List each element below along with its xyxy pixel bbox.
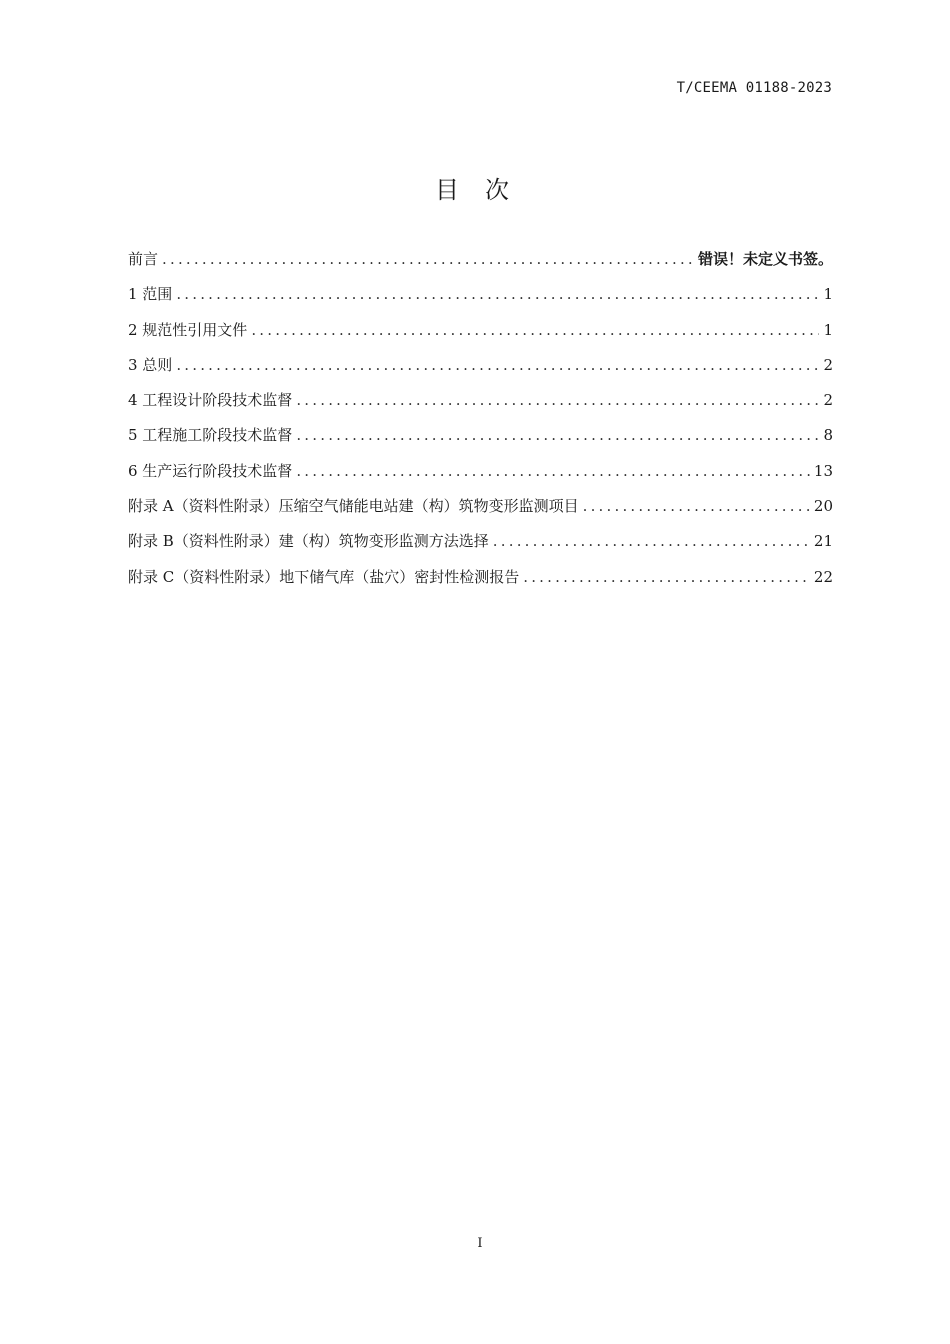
document-code: T/CEEMA 01188-2023 (676, 80, 832, 96)
toc-title: 目次 (435, 176, 535, 204)
toc-leader-dots (296, 426, 819, 444)
toc-entry-page: 1 (823, 320, 833, 339)
toc-entry-design-stage[interactable] (128, 389, 833, 424)
toc-entry-page: 20 (813, 497, 833, 516)
toc-entry-page: 1 (823, 285, 833, 304)
toc-leader-dots (296, 391, 819, 409)
toc-entry-label: 前言 (128, 250, 159, 268)
toc-entry-page: 2 (823, 355, 833, 374)
toc-leader-dots (162, 250, 694, 268)
toc-entry-scope[interactable] (128, 283, 833, 318)
toc-entry-label: 2 规范性引用文件 (128, 320, 248, 339)
toc-leader-dots (583, 497, 810, 515)
toc-leader-dots (523, 568, 810, 586)
toc-entry-operation-stage[interactable] (128, 460, 833, 495)
toc-entry-label: 附录 C（资料性附录）地下储气库（盐穴）密封性检测报告 (128, 567, 520, 586)
toc-entry-label: 1 范围 (128, 285, 173, 304)
toc-entry-construction-stage[interactable] (128, 424, 833, 459)
toc-entry-label: 3 总则 (128, 355, 173, 374)
toc-leader-dots (176, 356, 819, 374)
table-of-contents (128, 248, 833, 601)
toc-leader-dots (176, 285, 819, 303)
toc-entry-label: 附录 A（资料性附录）压缩空气储能电站建（构）筑物变形监测项目 (128, 497, 579, 516)
toc-entry-page: 8 (823, 426, 833, 445)
toc-entry-label: 附录 B（资料性附录）建（构）筑物变形监测方法选择 (128, 532, 489, 551)
toc-entry-appendix-b[interactable] (128, 530, 833, 565)
toc-entry-general[interactable] (128, 354, 833, 389)
toc-leader-dots (493, 532, 810, 550)
toc-entry-label: 4 工程设计阶段技术监督 (128, 391, 293, 410)
toc-entry-page: 错误！未定义书签。 (697, 250, 833, 268)
toc-entry-label: 5 工程施工阶段技术监督 (128, 426, 293, 445)
toc-entry-foreword[interactable] (128, 248, 833, 283)
toc-entry-page: 22 (813, 567, 833, 586)
toc-entry-appendix-a[interactable] (128, 495, 833, 530)
toc-entry-page: 21 (813, 532, 833, 551)
toc-leader-dots (296, 462, 810, 480)
toc-entry-normative-references[interactable] (128, 319, 833, 354)
toc-entry-page: 2 (823, 391, 833, 410)
toc-entry-page: 13 (813, 461, 833, 480)
toc-leader-dots (251, 321, 819, 339)
toc-entry-appendix-c[interactable] (128, 566, 833, 601)
toc-entry-label: 6 生产运行阶段技术监督 (128, 461, 293, 480)
page-number: I (477, 1236, 483, 1251)
